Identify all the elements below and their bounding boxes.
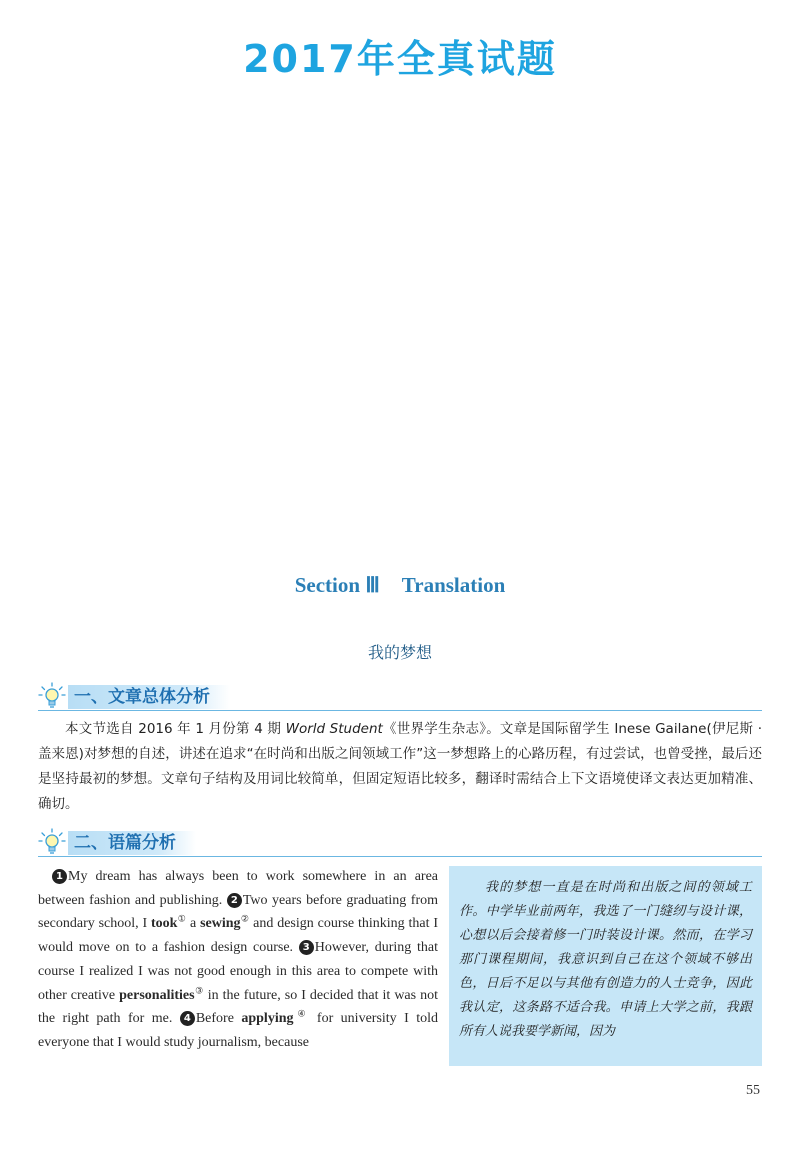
subheading-discourse [38, 830, 762, 857]
subheading-overview-label: 一、文章总体分析 [68, 685, 230, 709]
page-number: 55 [746, 1083, 760, 1098]
sentence-2a: Two years before graduating from secondary school, I [38, 892, 438, 932]
sentence-4a: Before [195, 1011, 242, 1027]
page-title: 2017年全真试题 [243, 37, 557, 81]
english-passage [38, 865, 438, 1055]
section-name: Section [294, 573, 361, 597]
sentence-number-2: 2 [227, 893, 242, 908]
sentence-4b: for university I told everyone that I would study journalism, because [38, 1011, 439, 1050]
footnote-marker-1: ① [177, 913, 187, 924]
sentence-number-3: 3 [299, 940, 314, 955]
lightbulb-icon [38, 828, 66, 856]
footnote-marker-2: ② [240, 913, 250, 924]
sentence-number-4: 4 [180, 1011, 195, 1026]
subheading-discourse-label: 二、语篇分析 [68, 831, 196, 855]
sentence-2c: and design course thinking that I would move on to a fashion design course. [38, 916, 438, 956]
overview-paragraph [38, 717, 762, 817]
chinese-translation: 我的梦想一直是在时尚和出版之间的领域工作。中学毕业前两年，我选了一门缝纫与设计课，心想以后会接着修一门时装设计课。然而，在学习那门课程期间，我意识到自己在这个领域不够出色，日后不足以与其他有创造力的人士竞争，因此我认定，这条路不适合我。申请上大学之前，我跟所有人说我要学新闻，因为 [459, 880, 752, 1039]
section-label: Translation [401, 573, 506, 597]
overview-text-2: 《世界学生杂志》。文章是国际留学生 Inese Gailane(伊尼斯 · 盖来恩)对梦想的自述，讲述在追求“在时尚和出版之间领域工作”这一梦想路上的心路历程，有过尝试，也曾受挫，最后还是坚持最初的梦想。文章句子结构及用词比较简单，但固定短语比较多，翻译时需结合上下文语境使译文表达更加精准、确切。 [38, 721, 762, 812]
footnote-marker-3: ③ [194, 984, 204, 995]
keyword-took: took [151, 916, 178, 932]
sentence-1: My dream has always been to work somewhere in an area between fashion and publishing. [38, 869, 438, 908]
section-numeral: Ⅲ [365, 573, 380, 597]
sentence-2b: a [186, 916, 201, 932]
footnote-marker-4: ④ [293, 1008, 310, 1019]
keyword-sewing: sewing [200, 916, 241, 932]
chinese-translation-box [449, 866, 762, 1066]
sentence-3a: However, during that course I realized I was not good enough in this area to compete with other creative [38, 940, 438, 1003]
subheading-overview [38, 684, 762, 711]
keyword-applying: applying [241, 1011, 294, 1027]
overview-text-1: 本文节选自 2016 年 1 月份第 4 期 [65, 721, 286, 737]
keyword-personalities: personalities [119, 987, 195, 1003]
sentence-3b: in the future, so I decided that it was not the right path for me. [38, 987, 439, 1027]
sentence-number-1: 1 [52, 869, 67, 884]
article-title: 我的梦想 [367, 643, 432, 662]
source-title: World Student [285, 721, 383, 737]
lightbulb-icon [38, 682, 66, 710]
section-heading [0, 573, 800, 598]
